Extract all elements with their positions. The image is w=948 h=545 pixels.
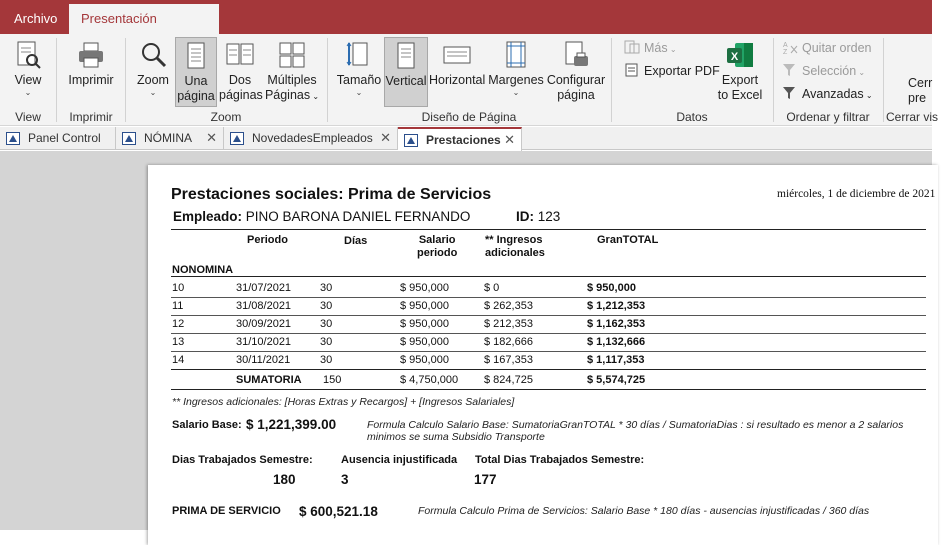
export-excel-label-2: to Excel [717, 88, 763, 102]
multiple-pages-label-2: Páginas [264, 88, 311, 102]
row-salario: $ 950,000 [400, 354, 449, 366]
page-setup-label-2: página [557, 88, 595, 102]
doc-tab-prestaciones[interactable] [398, 127, 522, 151]
clear-sort-label: Quitar orden [802, 41, 872, 55]
row-dias: 30 [320, 300, 333, 312]
col-header-ingresos-1: ** Ingresos [485, 234, 543, 246]
close-icon[interactable]: ✕ [380, 130, 391, 145]
close-preview-label-1: Cerr [908, 76, 933, 90]
doc-tab-label: Panel Control [28, 131, 101, 145]
row-n: 10 [172, 282, 185, 294]
row-salario: $ 950,000 [400, 318, 449, 330]
chevron-down-icon: ⌄ [149, 88, 157, 97]
ausencia-label: Ausencia injustificada [341, 454, 458, 466]
margins-label: Margenes [488, 73, 544, 87]
group-label-cerrar: Cerrar vis [886, 110, 939, 124]
row-rule [171, 297, 926, 298]
close-icon[interactable]: ✕ [504, 132, 515, 147]
row-dias: 30 [320, 354, 333, 366]
doc-tab-label: NÓMINA [144, 131, 192, 145]
sumatoria-rule [171, 389, 926, 390]
multiple-pages-button[interactable]: Múltiples Páginas ⌄ [264, 40, 320, 104]
formula-salario-line-1: Formula Calculo Salario Base: SumatoriaGranTOTAL * 30 días / SumatoriaDias : si resultado es menor a 2 salarios [367, 419, 904, 431]
row-salario: $ 950,000 [400, 282, 449, 294]
row-salario: $ 950,000 [400, 300, 449, 312]
two-pages-label-1: Dos [228, 73, 252, 87]
row-total: $ 1,117,353 [587, 354, 645, 366]
row-periodo: 31/10/2021 [236, 336, 292, 348]
row-n: 12 [172, 318, 185, 330]
size-button[interactable] [335, 40, 383, 97]
row-salario: $ 950,000 [400, 336, 449, 348]
doc-tab-label: Prestaciones [426, 133, 501, 147]
report-page [148, 165, 938, 545]
row-periodo: 31/08/2021 [236, 300, 292, 312]
size-icon [344, 40, 374, 70]
col-header-salario [417, 234, 457, 260]
prima-value: $ 600,521.18 [299, 504, 378, 519]
clear-sort-button[interactable] [782, 38, 871, 58]
multiple-pages-label-1: Múltiples [267, 73, 317, 87]
row-rule [171, 315, 926, 316]
salario-base-label: Salario Base: [172, 419, 242, 431]
advanced-label: Avanzadas [802, 87, 864, 101]
dias-trabajados-value: 180 [273, 472, 296, 487]
report-title: Prestaciones sociales: Prima de Servicios [171, 186, 492, 203]
report-tab-icon [230, 132, 244, 145]
total-dias-label: Total Dias Trabajados Semestre: [475, 454, 645, 466]
row-rule [171, 351, 926, 352]
portrait-button[interactable] [384, 37, 428, 107]
col-header-ingresos [485, 234, 545, 260]
one-page-icon [181, 41, 211, 71]
row-total: $ 1,132,666 [587, 336, 646, 348]
close-preview-button[interactable] [908, 76, 948, 106]
tab-presentacion-preliminar[interactable]: Presentación [69, 4, 219, 34]
group-label-imprimir: Imprimir [69, 110, 113, 124]
export-pdf-button[interactable] [624, 61, 720, 81]
doc-tab-nomina[interactable] [116, 127, 224, 150]
chevron-down-icon: ⌄ [24, 88, 32, 97]
row-ingresos: $ 262,353 [484, 300, 533, 312]
close-preview-label-2: pre [908, 91, 927, 105]
margins-icon [501, 40, 531, 70]
formula-prima: Formula Calculo Prima de Servicios: Salario Base * 180 días - ausencias injustificadas / 360 días [418, 505, 870, 517]
view-button[interactable] [6, 40, 50, 97]
doc-tab-panel-control[interactable] [0, 127, 116, 150]
selection-label: Selección [802, 64, 857, 78]
row-n: 11 [172, 300, 184, 312]
one-page-label-2: página [177, 89, 215, 103]
col-header-dias: Días [344, 235, 368, 247]
group-separator [883, 38, 884, 122]
row-dias: 30 [320, 318, 333, 330]
svg-text:A: A [783, 42, 788, 49]
col-header-ingresos-2: adicionales [485, 247, 545, 259]
advanced-filter-icon [782, 86, 798, 100]
sumatoria-salario: $ 4,750,000 [400, 374, 459, 386]
row-ingresos: $ 182,666 [484, 336, 533, 348]
landscape-icon [442, 40, 472, 70]
zoom-button[interactable] [131, 40, 175, 97]
export-excel-button[interactable] [716, 40, 764, 103]
row-periodo: 30/09/2021 [236, 318, 292, 330]
group-label-datos: Datos [676, 110, 708, 124]
row-ingresos: $ 0 [484, 282, 500, 294]
one-page-label-1: Una [184, 74, 208, 88]
salario-base-value: $ 1,221,399.00 [246, 417, 337, 432]
total-dias-value: 177 [474, 472, 497, 487]
more-label: Más [644, 41, 668, 55]
portrait-icon [391, 41, 421, 71]
sumatoria-total: $ 5,574,725 [587, 374, 646, 386]
portrait-label: Vertical [385, 74, 427, 88]
group-rule [171, 276, 926, 277]
landscape-button[interactable] [429, 40, 485, 88]
col-header-salario-1: Salario [418, 234, 456, 246]
page-setup-button[interactable] [546, 40, 606, 103]
row-total: $ 950,000 [587, 282, 636, 294]
landscape-label: Horizontal [429, 73, 486, 87]
zoom-label: Zoom [137, 73, 169, 87]
header-rule [171, 229, 926, 230]
export-pdf-label: Exportar PDF [644, 64, 720, 78]
tab-archivo[interactable]: Archivo [14, 11, 58, 26]
ribbon [0, 34, 939, 126]
selection-filter-icon [782, 63, 798, 77]
sumatoria-ingresos: $ 824,725 [484, 374, 533, 386]
view-label: View [14, 73, 42, 87]
employee-line [173, 209, 470, 224]
group-label-ordenar: Ordenar y filtrar [786, 110, 870, 124]
printer-icon [76, 40, 106, 70]
row-total: $ 1,162,353 [587, 318, 646, 330]
row-n: 13 [172, 336, 185, 348]
id-label: ID: [516, 209, 534, 224]
group-label-diseno: Diseño de Página [421, 110, 517, 124]
total-rule [171, 369, 926, 370]
doc-tab-novedades[interactable] [224, 127, 398, 150]
zoom-icon [138, 40, 168, 70]
id-value: 123 [537, 209, 561, 224]
doc-tab-label: NovedadesEmpleados [252, 131, 373, 145]
row-dias: 30 [320, 336, 333, 348]
chevron-down-icon: ⌄ [355, 88, 363, 97]
clear-sort-icon [782, 40, 798, 54]
advanced-button[interactable]: Avanzadas ⌄ [782, 84, 873, 104]
export-excel-label-1: Export [721, 73, 759, 87]
row-rule [171, 333, 926, 334]
prima-label: PRIMA DE SERVICIO [172, 505, 281, 517]
more-icon [624, 40, 640, 54]
selection-button[interactable]: Selección ⌄ [782, 61, 865, 81]
report-tab-icon [6, 132, 20, 145]
view-icon [13, 40, 43, 70]
col-header-salario-2: periodo [417, 247, 458, 259]
two-pages-label-2: páginas [219, 88, 263, 102]
employee-name: PINO BARONA DANIEL FERNANDO [245, 209, 471, 224]
group-header-nonomina: NONOMINA [172, 264, 234, 276]
svg-text:Z: Z [783, 49, 788, 56]
pdf-icon [624, 63, 640, 77]
ausencia-value: 3 [341, 472, 349, 487]
close-icon[interactable]: ✕ [206, 130, 217, 145]
row-dias: 30 [320, 282, 333, 294]
report-tab-icon [404, 134, 418, 147]
chevron-down-icon: ⌄ [512, 88, 520, 97]
row-ingresos: $ 212,353 [484, 318, 533, 330]
row-total: $ 1,212,353 [587, 300, 646, 312]
margins-button[interactable] [488, 40, 544, 97]
size-label: Tamaño [336, 73, 382, 87]
dias-trabajados-label: Dias Trabajados Semestre: [172, 454, 313, 466]
group-label-view: View [15, 110, 41, 124]
sumatoria-dias: 150 [323, 374, 342, 386]
col-header-grantotal: GranTOTAL [597, 234, 659, 246]
two-pages-button[interactable] [219, 40, 261, 103]
row-periodo: 30/11/2021 [236, 354, 291, 366]
row-periodo: 31/07/2021 [236, 282, 292, 294]
employee-id [516, 209, 560, 224]
two-pages-icon [225, 40, 255, 70]
row-n: 14 [172, 354, 185, 366]
more-button[interactable]: Más ⌄ [624, 38, 677, 58]
ribbon-tab-strip [0, 0, 932, 34]
document-tab-bar [0, 127, 932, 150]
page-setup-label-1: Configurar [546, 73, 606, 87]
sumatoria-label: SUMATORIA [236, 374, 302, 386]
formula-salario-line-2: minimos se suma Subsidio Transporte [367, 431, 545, 443]
footnote: ** Ingresos adicionales: [Horas Extras y Recargos] + [Ingresos Salariales] [172, 396, 515, 408]
col-header-periodo: Periodo [247, 234, 288, 246]
print-label: Imprimir [68, 73, 114, 87]
svg-text:X: X [730, 51, 739, 63]
multiple-pages-icon [277, 40, 307, 70]
excel-icon [725, 40, 755, 70]
employee-label: Empleado: [173, 209, 243, 224]
print-button[interactable] [64, 40, 118, 88]
row-ingresos: $ 167,353 [484, 354, 533, 366]
one-page-button[interactable] [175, 37, 217, 107]
page-setup-icon [561, 40, 591, 70]
report-date: miércoles, 1 de diciembre de 2021 [777, 188, 936, 200]
group-label-zoom: Zoom [210, 110, 242, 124]
report-tab-icon [122, 132, 136, 145]
